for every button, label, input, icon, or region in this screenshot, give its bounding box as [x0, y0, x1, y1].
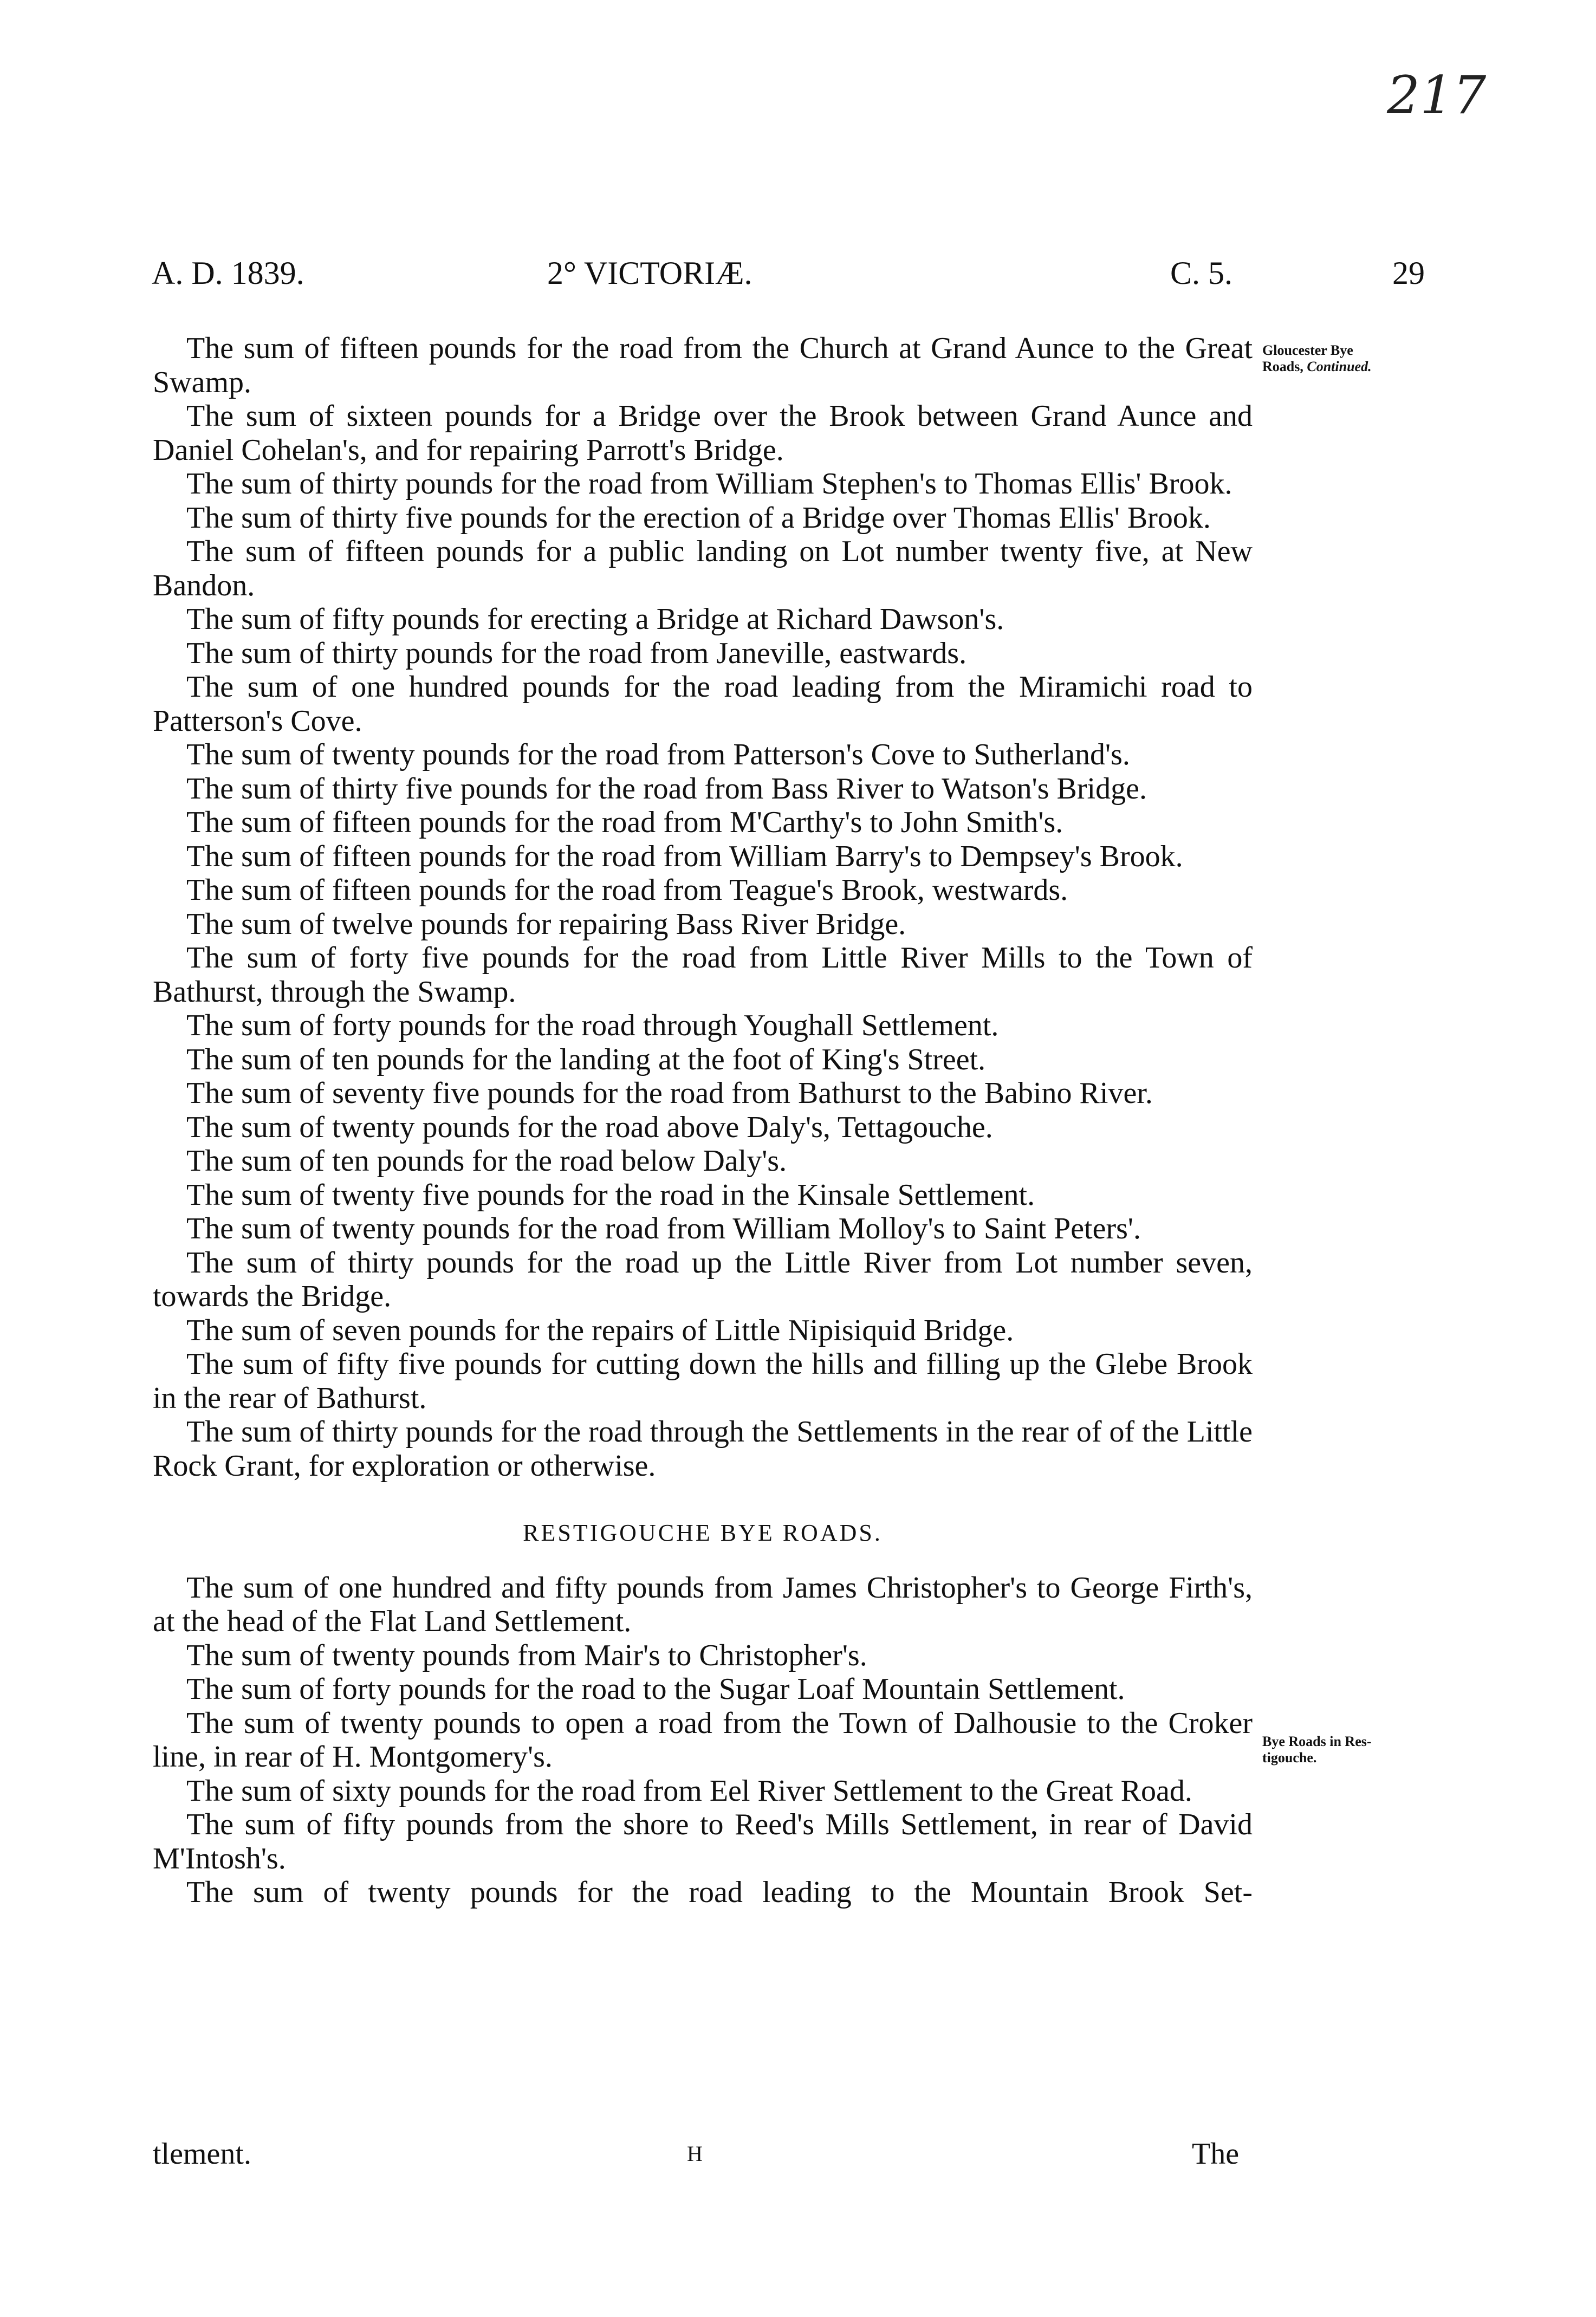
header-chapter: C. 5. [1170, 255, 1233, 291]
gloucester-item: The sum of fifteen pounds for the road from Teague's Brook, westwards. [186, 873, 1068, 907]
gloucester-item: The sum of thirty pounds for the road up the Little River from Lot number seven, towards the Bridge. [153, 1245, 1253, 1313]
restigouche-item: The sum of twenty pounds for the road leading to the Mountain Brook Set- [186, 1875, 1253, 1909]
gloucester-item: The sum of twelve pounds for repairing Bass River Bridge. [186, 907, 906, 941]
body-text [153, 332, 1253, 1910]
restigouche-item: The sum of fifty pounds from the shore to Reed's Mills Settlement, in rear of David M'Intosh's. [153, 1808, 1253, 1875]
gloucester-item: The sum of fifty five pounds for cutting down the hills and filling up the Glebe Brook in the rear of Bathurst. [153, 1347, 1253, 1415]
gloucester-item: The sum of sixteen pounds for a Bridge over the Brook between Grand Aunce and Daniel Cohelan's, and for repairing Parrott's Bridge. [153, 399, 1253, 467]
gloucester-item: The sum of one hundred pounds for the road leading from the Miramichi road to Patterson's Cove. [153, 670, 1253, 738]
gloucester-item: The sum of thirty pounds for the road through the Settlements in the rear of of the Little Rock Grant, for exploration or otherwise. [153, 1415, 1253, 1483]
margin-note-gloucester-roads: Roads, [1262, 359, 1303, 374]
margin-note-gloucester-continued: Continued. [1307, 359, 1372, 374]
gloucester-item: The sum of fifteen pounds for the road from William Barry's to Dempsey's Brook. [186, 839, 1183, 873]
page-number: 29 [1392, 255, 1425, 291]
gloucester-item: The sum of thirty pounds for the road from Janeville, eastwards. [186, 636, 967, 670]
gloucester-item: The sum of ten pounds for the landing at the foot of King's Street. [186, 1042, 986, 1076]
handwritten-page-mark: 217 [1387, 65, 1487, 126]
catchword: The [1192, 2137, 1240, 2171]
restigouche-item: The sum of forty pounds for the road to the Sugar Loaf Mountain Settlement. [186, 1672, 1125, 1706]
gloucester-item: The sum of twenty pounds for the road above Daly's, Tettagouche. [186, 1110, 993, 1144]
header-year: A. D. 1839. [152, 255, 304, 291]
gloucester-item: The sum of fifteen pounds for the road from the Church at Grand Aunce to the Great Swamp. [153, 332, 1253, 399]
restigouche-item: The sum of twenty pounds from Mair's to Christopher's. [186, 1638, 867, 1672]
gloucester-item: The sum of thirty five pounds for the road from Bass River to Watson's Bridge. [186, 771, 1147, 806]
gloucester-item: The sum of twenty pounds for the road from William Molloy's to Saint Peters'. [186, 1212, 1141, 1245]
gloucester-item: The sum of twenty five pounds for the road in the Kinsale Settlement. [186, 1178, 1035, 1212]
running-header [152, 255, 1436, 298]
restigouche-item: The sum of twenty pounds to open a road from the Town of Dalhousie to the Croker line, in rear of H. Montgomery's. [153, 1706, 1253, 1774]
gloucester-item: The sum of ten pounds for the road below Daly's. [186, 1144, 787, 1178]
gloucester-item: The sum of seven pounds for the repairs of Little Nipisiquid Bridge. [186, 1313, 1014, 1347]
last-line-word: tlement. [153, 2137, 251, 2171]
header-reign: 2° VICTORIÆ. [547, 255, 752, 291]
gloucester-item: The sum of fifteen pounds for a public landing on Lot number twenty five, at New Bandon. [153, 535, 1253, 602]
signature-mark: H [687, 2141, 703, 2166]
margin-note-gloucester-line1: Gloucester Bye [1262, 342, 1353, 358]
gloucester-item: The sum of thirty pounds for the road from William Stephen's to Thomas Ellis' Brook. [186, 467, 1232, 501]
gloucester-item: The sum of forty five pounds for the road from Little River Mills to the Town of Bathurst, through the Swamp. [153, 941, 1253, 1009]
section-heading-restigouche: RESTIGOUCHE BYE ROADS. [523, 1520, 883, 1546]
gloucester-item: The sum of thirty five pounds for the erection of a Bridge over Thomas Ellis' Brook. [186, 501, 1211, 535]
margin-note-gloucester-line2 [1262, 359, 1425, 375]
gloucester-item: The sum of fifty pounds for erecting a Bridge at Richard Dawson's. [186, 602, 1004, 636]
restigouche-item: The sum of one hundred and fifty pounds from James Christopher's to George Firth's, at the head of the Flat Land Settlement. [153, 1570, 1253, 1638]
gloucester-item: The sum of twenty pounds for the road from Patterson's Cove to Sutherland's. [186, 738, 1130, 771]
gloucester-item: The sum of fifteen pounds for the road from M'Carthy's to John Smith's. [186, 806, 1063, 839]
gloucester-item: The sum of seventy five pounds for the road from Bathurst to the Babino River. [186, 1076, 1153, 1110]
margin-note-gloucester [1262, 342, 1425, 375]
restigouche-item: The sum of sixty pounds for the road from Eel River Settlement to the Great Road. [186, 1774, 1192, 1808]
margin-note-restigouche-line1: Bye Roads in Res- [1262, 1734, 1372, 1749]
margin-note-restigouche [1262, 1734, 1425, 1766]
gloucester-item: The sum of forty pounds for the road through Youghall Settlement. [186, 1009, 999, 1042]
margin-note-restigouche-line2: tigouche. [1262, 1750, 1317, 1766]
